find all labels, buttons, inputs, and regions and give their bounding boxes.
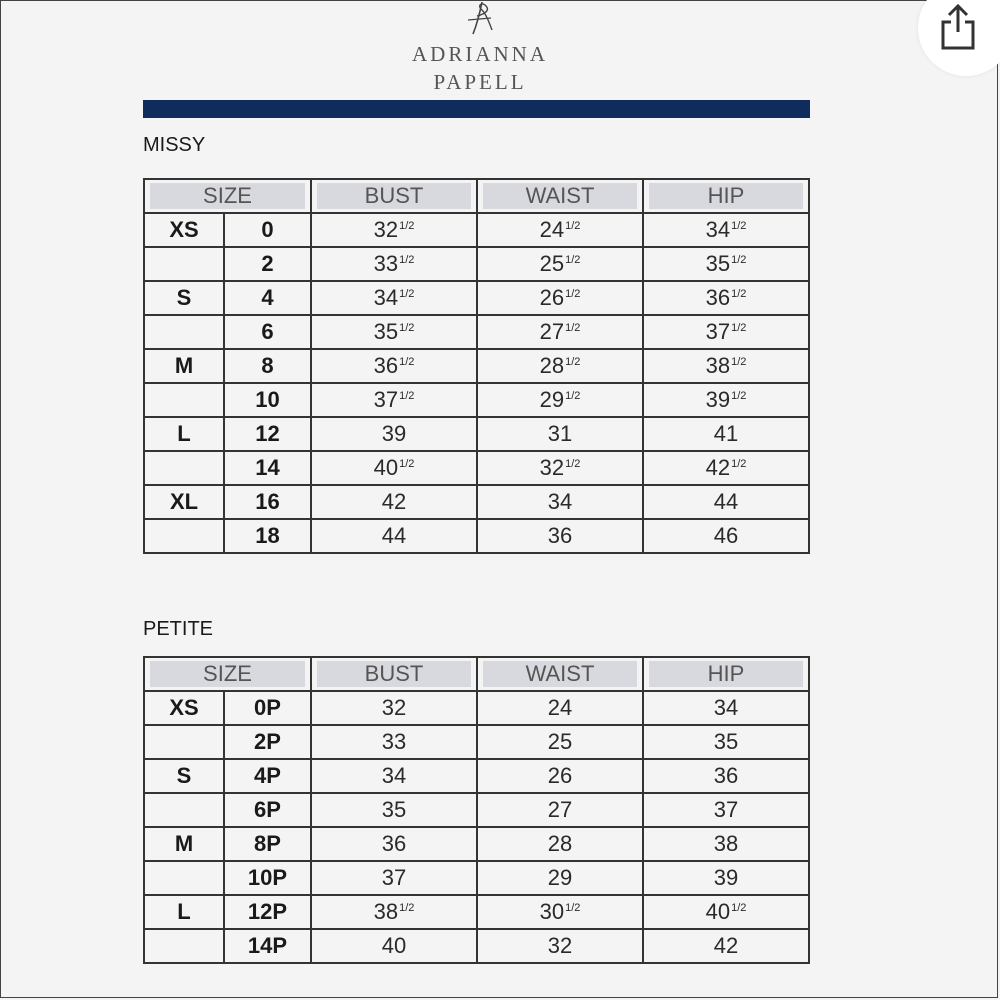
header-bar (143, 100, 810, 118)
size-number-cell: 10 (224, 383, 311, 417)
size-letter-cell: XL (144, 485, 224, 519)
ap-monogram-icon (465, 0, 495, 36)
size-number-cell: 6 (224, 315, 311, 349)
petite-size-table (143, 656, 810, 964)
bust-cell: $32^{1/2}$ (311, 213, 477, 247)
hip-cell: 46 (643, 519, 809, 553)
brand-logo (380, 0, 580, 100)
bust-cell: 39 (311, 417, 477, 451)
hip-cell: $37^{1/2}$ (643, 315, 809, 349)
size-number-cell: 14P (224, 929, 311, 963)
waist-cell: $30^{1/2}$ (477, 895, 643, 929)
table-row (144, 451, 809, 485)
table-row (144, 759, 809, 793)
size-letter-cell (144, 793, 224, 827)
table-row (144, 247, 809, 281)
size-number-cell: 2P (224, 725, 311, 759)
table-row (144, 519, 809, 553)
size-letter-cell: XS (144, 691, 224, 725)
table-row (144, 725, 809, 759)
hip-cell: $42^{1/2}$ (643, 451, 809, 485)
size-number-cell: 12 (224, 417, 311, 451)
size-letter-cell (144, 451, 224, 485)
hip-cell: $35^{1/2}$ (643, 247, 809, 281)
waist-cell: 29 (477, 861, 643, 895)
bust-header: BUST (311, 657, 477, 691)
waist-cell: 27 (477, 793, 643, 827)
size-letter-cell (144, 861, 224, 895)
brand-name-line2: PAPELL (433, 70, 527, 94)
petite-title: PETITE (143, 618, 214, 640)
brand-name-line1: ADRIANNA (412, 42, 548, 66)
hip-cell: 34 (643, 691, 809, 725)
size-letter-cell (144, 519, 224, 553)
bust-cell: $40^{1/2}$ (311, 451, 477, 485)
size-number-cell: 2 (224, 247, 311, 281)
table-row (144, 349, 809, 383)
size-number-cell: 18 (224, 519, 311, 553)
size-letter-cell (144, 383, 224, 417)
bust-cell: 33 (311, 725, 477, 759)
hip-cell: $39^{1/2}$ (643, 383, 809, 417)
missy-size-table (143, 178, 810, 554)
table-row (144, 383, 809, 417)
waist-cell: $25^{1/2}$ (477, 247, 643, 281)
waist-cell: $27^{1/2}$ (477, 315, 643, 349)
size-letter-cell: XS (144, 213, 224, 247)
table-row (144, 315, 809, 349)
hip-cell: 39 (643, 861, 809, 895)
size-number-cell: 0 (224, 213, 311, 247)
bust-cell: 32 (311, 691, 477, 725)
size-letter-cell: M (144, 349, 224, 383)
hip-header: HIP (643, 657, 809, 691)
waist-cell: 25 (477, 725, 643, 759)
waist-cell: $26^{1/2}$ (477, 281, 643, 315)
hip-cell: 36 (643, 759, 809, 793)
hip-cell: 37 (643, 793, 809, 827)
waist-header: WAIST (477, 179, 643, 213)
hip-header: HIP (643, 179, 809, 213)
waist-header: WAIST (477, 657, 643, 691)
hip-cell: $36^{1/2}$ (643, 281, 809, 315)
waist-cell: $29^{1/2}$ (477, 383, 643, 417)
bust-cell: $38^{1/2}$ (311, 895, 477, 929)
hip-cell: 35 (643, 725, 809, 759)
bust-cell: $34^{1/2}$ (311, 281, 477, 315)
hip-cell: 44 (643, 485, 809, 519)
size-number-cell: 12P (224, 895, 311, 929)
table-header-row (144, 657, 809, 691)
bust-cell: 36 (311, 827, 477, 861)
size-number-cell: 6P (224, 793, 311, 827)
size-letter-cell (144, 725, 224, 759)
waist-cell: 24 (477, 691, 643, 725)
bust-cell: 37 (311, 861, 477, 895)
bust-cell: $35^{1/2}$ (311, 315, 477, 349)
waist-cell: 31 (477, 417, 643, 451)
size-letter-cell: M (144, 827, 224, 861)
missy-title: MISSY (143, 134, 206, 156)
waist-cell: $24^{1/2}$ (477, 213, 643, 247)
size-letter-cell (144, 315, 224, 349)
table-row (144, 861, 809, 895)
table-row (144, 485, 809, 519)
hip-cell: 41 (643, 417, 809, 451)
table-row (144, 691, 809, 725)
waist-cell: 26 (477, 759, 643, 793)
bust-cell: 44 (311, 519, 477, 553)
size-number-cell: 8P (224, 827, 311, 861)
waist-cell: $32^{1/2}$ (477, 451, 643, 485)
hip-cell: 38 (643, 827, 809, 861)
size-header: SIZE (144, 657, 311, 691)
table-row (144, 827, 809, 861)
size-number-cell: 8 (224, 349, 311, 383)
size-number-cell: 0P (224, 691, 311, 725)
size-letter-cell: L (144, 895, 224, 929)
size-number-cell: 14 (224, 451, 311, 485)
table-row (144, 417, 809, 451)
bust-cell: 34 (311, 759, 477, 793)
size-header: SIZE (144, 179, 311, 213)
table-row (144, 929, 809, 963)
hip-cell: $38^{1/2}$ (643, 349, 809, 383)
waist-cell: 32 (477, 929, 643, 963)
hip-cell: $34^{1/2}$ (643, 213, 809, 247)
size-number-cell: 4P (224, 759, 311, 793)
size-letter-cell (144, 929, 224, 963)
size-letter-cell: S (144, 281, 224, 315)
share-icon[interactable] (938, 2, 978, 52)
table-header-row (144, 179, 809, 213)
waist-cell: $28^{1/2}$ (477, 349, 643, 383)
size-letter-cell: L (144, 417, 224, 451)
size-number-cell: 10P (224, 861, 311, 895)
waist-cell: 28 (477, 827, 643, 861)
bust-cell: 35 (311, 793, 477, 827)
table-row (144, 281, 809, 315)
hip-cell: 42 (643, 929, 809, 963)
hip-cell: $40^{1/2}$ (643, 895, 809, 929)
size-number-cell: 16 (224, 485, 311, 519)
table-row (144, 213, 809, 247)
table-row (144, 895, 809, 929)
waist-cell: 34 (477, 485, 643, 519)
waist-cell: 36 (477, 519, 643, 553)
size-letter-cell: S (144, 759, 224, 793)
size-number-cell: 4 (224, 281, 311, 315)
bust-cell: 40 (311, 929, 477, 963)
table-row (144, 793, 809, 827)
bust-cell: 42 (311, 485, 477, 519)
size-letter-cell (144, 247, 224, 281)
bust-cell: $36^{1/2}$ (311, 349, 477, 383)
bust-cell: $33^{1/2}$ (311, 247, 477, 281)
bust-cell: $37^{1/2}$ (311, 383, 477, 417)
bust-header: BUST (311, 179, 477, 213)
